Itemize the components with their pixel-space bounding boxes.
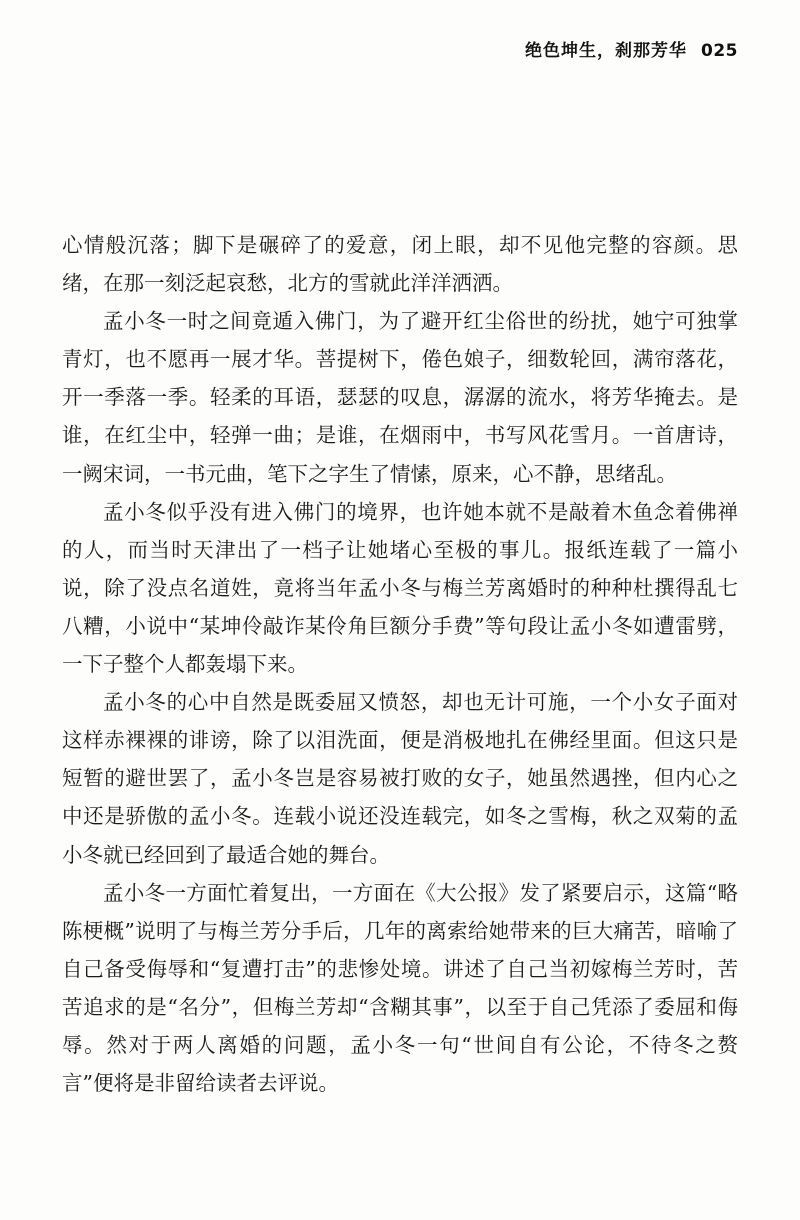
paragraph: 孟小冬似乎没有进入佛门的境界，也许她本就不是敲着木鱼念着佛禅的人，而当时天津出了一档子让她堵心至极的事儿。报纸连载了一篇小说，除了没点名道姓，竟将当年孟小冬与梅兰芳离婚时的种种杜撰得乱七八糟，小说中“某坤伶敲诈某伶角巨额分手费”等句段让孟小冬如遭雷劈，一下子整个人都轰塌下来。: [62, 499, 738, 677]
chapter-title: 绝色坤生，刹那芳华: [525, 41, 687, 61]
body-text: [62, 226, 738, 1102]
paragraph: 孟小冬一时之间竟遁入佛门，为了避开红尘俗世的纷扰，她宁可独掌青灯，也不愿再一展才华。菩提树下，倦色娘子，细数轮回，满帘落花，开一季落一季。轻柔的耳语，瑟瑟的叹息，潺潺的流水，将芳华掩去。是谁，在红尘中，轻弹一曲；是谁，在烟雨中，书写风花雪月。一首唐诗，一阙宋词，一书元曲，笔下之字生了情愫，原来，心不静，思绪乱。: [62, 309, 738, 486]
paragraph: 心情般沉落；脚下是碾碎了的爱意，闭上眼，却不见他完整的容颜。思绪，在那一刻泛起哀愁，北方的雪就此洋洋洒洒。: [62, 233, 738, 296]
paragraph: 孟小冬的心中自然是既委屈又愤怒，却也无计可施，一个小女子面对这样赤裸裸的诽谤，除了以泪洗面，便是消极地扎在佛经里面。但这只是短暂的避世罢了，孟小冬岂是容易被打败的女子，她虽然遇挫，但内心之中还是骄傲的孟小冬。连载小说还没连载完，如冬之雪梅，秋之双菊的孟小冬就已经回到了最适合她的舞台。: [62, 690, 738, 867]
paragraph: 孟小冬一方面忙着复出，一方面在《大公报》发了紧要启示，这篇“略陈梗概”说明了与梅兰芳分手后，几年的离索给她带来的巨大痛苦，暗喻了自己备受侮辱和“复遭打击”的悲惨处境。讲述了自己当初嫁梅兰芳时，苦苦追求的是“名分”，但梅兰芳却“含糊其事”，以至于自己凭添了委屈和侮辱。然对于两人离婚的问题，孟小冬一句“世间自有公论，不待冬之赘言”便将是非留给读者去评说。: [62, 880, 738, 1096]
page-number: 025: [701, 41, 738, 61]
running-header: [525, 36, 738, 61]
